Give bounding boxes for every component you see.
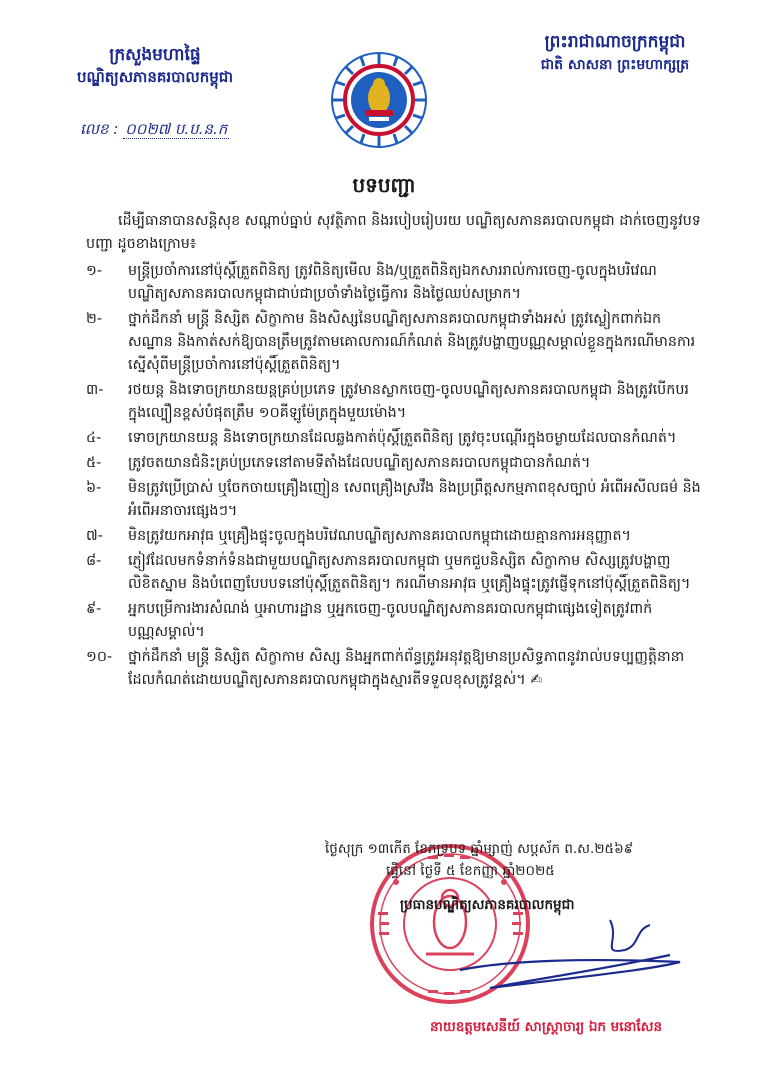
item-number: ៩- [86,601,102,617]
regulation-item [86,477,701,523]
item-text: រថយន្ត និងទោចក្រយានយន្តគ្រប់ប្រភេទ ត្រូវមានស្លាកចេញ-ចូលបណ្ឌិត្យសភានគរបាលកម្ពុជា និងត្រូវបើកបរក្នុងល្បឿនខ្ពស់បំផុតត្រឹម ១០គីឡូម៉ែត្រក្នុងមួយម៉ោង។ [128,382,689,421]
regulation-item [86,379,701,425]
issuer-header [60,44,250,88]
kingdom-name: ព្រះរាជាណាចក្រកម្ពុជា [544,32,686,52]
item-number: ៣- [86,382,104,398]
item-text: មិនត្រូវប្រើប្រាស់ ឬចែកចាយគ្រឿងញៀន សេពគ្រឿងស្រវឹង និងប្រព្រឹត្តសកម្មភាពខុសច្បាប់ អំពើអសីលធម៌ និងអំពើអនាចារផ្សេងៗ។ [128,480,701,519]
lunar-date: ថ្ងៃសុក្រ ១៣កើត ខែភទ្របទ ឆ្នាំម្សាញ់ សប្តស័ក ព.ស.២៥៦៩ [325,841,634,857]
item-number: ១- [86,263,102,279]
regulation-item [86,646,701,692]
reference-number [80,120,229,142]
kingdom-header [500,30,730,76]
item-text: ថ្នាក់ដឹកនាំ មន្ត្រី និស្សិត សិក្ខាកាម និងសិស្សនៃបណ្ឌិត្យសភានគរបាលកម្ពុជាទាំងអស់ ត្រូវស្លៀកពាក់ឯកសណ្ឋាន និងកាត់សក់ឱ្យបានត្រឹមត្រូវតាមគោលការណ៍កំណត់ និងត្រូវបង្ហាញបណ្ណសម្គាល់ខ្លួនក្នុងករណីមានការស្នើសុំពីមន្ត្រីប្រចាំការនៅប៉ុស្តិ៍ត្រួតពិនិត្យ។ [128,311,696,373]
document-body [86,210,701,694]
intro-paragraph: ដើម្បីធានាបានសន្តិសុខ សណ្តាប់ធ្នាប់ សុវត្ថិភាព និងរបៀបរៀបរយ បណ្ឌិត្យសភានគរបាលកម្ពុជា ដាក់ចេញនូវបទបញ្ជា ដូចខាងក្រោម៖ [86,213,701,252]
signer-name: នាយឧត្តមសេនីយ៍ សាស្ត្រាចារ្យ ឯក មនោសែន [430,1019,663,1035]
police-academy-emblem-icon [331,52,427,148]
regulation-list [86,260,701,692]
item-text: ភ្ញៀវដែលមកទំនាក់ទំនងជាមួយបណ្ឌិត្យសភានគរបាលកម្ពុជា ឬមកជួបនិស្សិត សិក្ខាកាម សិស្សត្រូវបង្ហាញលិខិតស្នាម និងបំពេញបែបបទនៅប៉ុស្តិ៍ត្រួតពិនិត្យ។ ករណីមានអាវុធ ឬគ្រឿងផ្ទុះត្រូវផ្ញើទុកនៅប៉ុស្តិ៍ត្រួតពិនិត្យ។ [128,553,691,592]
item-text: ទោចក្រយានយន្ត និងទោចក្រយានដែលឆ្លងកាត់ប៉ុស្តិ៍ត្រួតពិនិត្យ ត្រូវចុះបណ្តើរក្នុងចម្ងាយដែលបានកំណត់។ [128,430,677,446]
regulation-item [86,598,701,644]
item-number: ២- [86,311,102,327]
item-text: មិនត្រូវយកអាវុធ ឬគ្រឿងផ្ទុះចូលក្នុងបរិវេណបណ្ឌិត្យសភានគរបាលកម្ពុជាដោយគ្មានការអនុញ្ញាត។ [128,528,631,544]
regulation-item [86,452,701,475]
signer-title: ប្រធានបណ្ឌិត្យសភានគរបាលកម្ពុជា [400,897,575,913]
solar-date: ធ្វើនៅ ថ្ងៃទី ៥ ខែកញ្ញា ឆ្នាំ២០២៥ [386,863,555,879]
item-text: ត្រូវចតយានជំនិះគ្រប់ប្រភេទនៅតាមទីតាំងដែលបណ្ឌិត្យសភានគរបាលកម្ពុជាបានកំណត់។ [128,455,591,471]
regulation-item [86,427,701,450]
item-number: ៧- [86,528,103,544]
signature-mark-icon [450,900,710,1010]
document-title: បទបញ្ជា [352,173,416,197]
ref-label: លេខ : [80,120,119,138]
item-number: ៥- [86,455,102,471]
item-text: ថ្នាក់ដឹកនាំ មន្ត្រី និស្សិត សិក្ខាកាម សិស្ស និងអ្នកពាក់ព័ន្ធត្រូវអនុវត្តឱ្យមានប្រសិទ្ធភាពនូវរាល់បទប្បញ្ញត្តិនានាដែលកំណត់ដោយបណ្ឌិត្យសភានគរបាលកម្ពុជាក្នុងស្មារតីទទួលខុសត្រូវខ្ពស់។ ✍ [128,649,685,688]
item-number: ៦- [86,480,102,496]
item-number: ៨- [86,553,102,569]
national-motto: ជាតិ សាសនា ព្រះមហាក្សត្រ [540,57,690,73]
ministry-name: ក្រសួងមហាផ្ទៃ [109,45,201,65]
regulation-item [86,525,701,548]
item-text: មន្ត្រីប្រចាំការនៅប៉ុស្តិ៍ត្រួតពិនិត្យ ត្រូវពិនិត្យមើល និង/ឬត្រួតពិនិត្យឯកសាររាល់ការចេញ-ចូលក្នុងបរិវេណបណ្ឌិត្យសភានគរបាលកម្ពុជាជាប់ជាប្រចាំទាំងថ្ងៃធ្វើការ និងថ្ងៃឈប់សម្រាក។ [128,263,657,302]
regulation-item [86,550,701,596]
academy-name: បណ្ឌិត្យសភានគរបាលកម្ពុជា [76,68,234,86]
item-number: ៤- [86,430,102,446]
ref-value: ០០២៧ ប.ប.ន.ក [125,120,228,138]
regulation-item [86,308,701,377]
regulation-item [86,260,701,306]
item-number: ១០- [86,649,113,665]
item-text: អ្នកបម្រើការងារសំណង់ ឬអាហារដ្ឋាន ឬអ្នកចេញ-ចូលបណ្ឌិត្យសភានគរបាលកម្ពុជាផ្សេងទៀតត្រូវពាក់បណ្ណសម្គាល់។ [128,601,653,640]
